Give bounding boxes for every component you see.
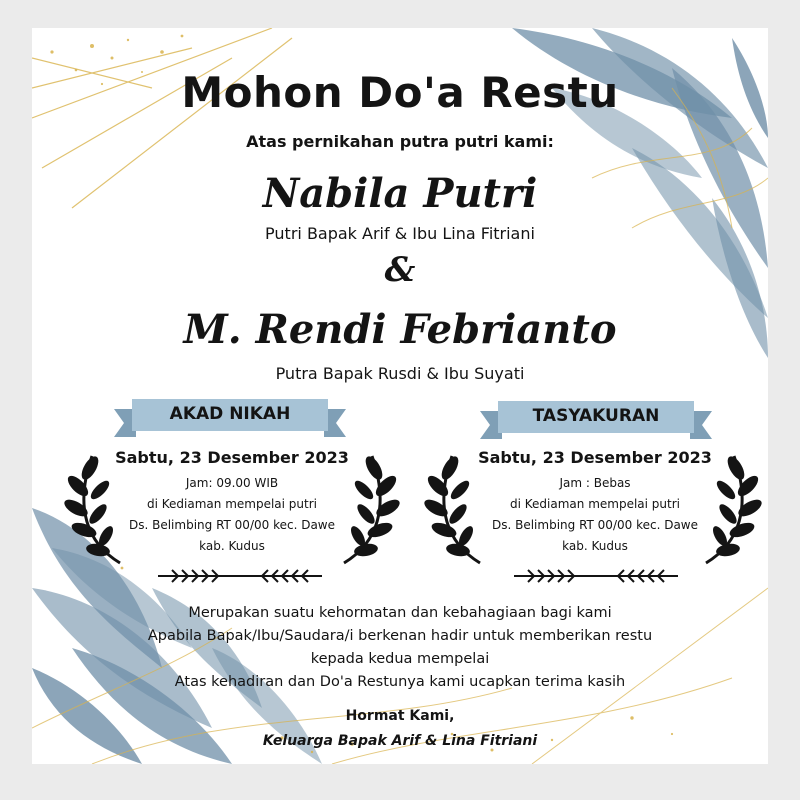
event-address: Ds. Belimbing RT 00/00 kec. Dawe (491, 518, 698, 532)
event-time: Jam : Bebas (559, 476, 631, 490)
ribbon-tasyakuran (480, 399, 712, 441)
event-city: kab. Kudus (199, 539, 265, 553)
groom-parents: Putra Bapak Rusdi & Ibu Suyati (275, 364, 525, 383)
closing-greeting: Hormat Kami, (345, 708, 455, 724)
event-date: Sabtu, 23 Desember 2023 (115, 448, 349, 467)
event-akad-nikah (82, 448, 382, 557)
arrow-divider-left-icon (158, 568, 322, 584)
event-tasyakuran (445, 448, 745, 557)
ribbon-label-tasyakuran: TASYAKURAN (532, 406, 660, 426)
event-date: Sabtu, 23 Desember 2023 (478, 448, 712, 467)
invitation-card (32, 28, 768, 764)
page-title: Mohon Do'a Restu (181, 68, 619, 117)
event-place: di Kediaman mempelai putri (510, 497, 680, 511)
ribbon-akad-nikah (114, 397, 346, 439)
bride-parents: Putri Bapak Arif & Ibu Lina Fitriani (265, 224, 535, 243)
ribbon-label-akad-nikah: AKAD NIKAH (169, 404, 291, 424)
groom-name: M. Rendi Febrianto (183, 306, 617, 353)
closing-family: Keluarga Bapak Arif & Lina Fitriani (262, 733, 538, 749)
invitation-message (32, 602, 768, 694)
event-place: di Kediaman mempelai putri (147, 497, 317, 511)
event-address: Ds. Belimbing RT 00/00 kec. Dawe (128, 518, 335, 532)
message-line: Merupakan suatu kehormatan dan kebahagiaan bagi kami (188, 605, 612, 621)
message-line: Apabila Bapak/Ibu/Saudara/i berkenan hadir untuk memberikan restu (147, 628, 653, 644)
message-line: Atas kehadiran dan Do'a Restunya kami ucapkan terima kasih (174, 674, 626, 690)
subtitle: Atas pernikahan putra putri kami: (246, 132, 554, 151)
arrow-divider-right-icon (514, 568, 678, 584)
bride-name: Nabila Putri (262, 170, 538, 217)
ampersand: & (384, 250, 416, 290)
event-time: Jam: 09.00 WIB (185, 476, 279, 490)
closing (32, 704, 768, 754)
message-line: kepada kedua mempelai (310, 651, 490, 667)
event-city: kab. Kudus (562, 539, 628, 553)
